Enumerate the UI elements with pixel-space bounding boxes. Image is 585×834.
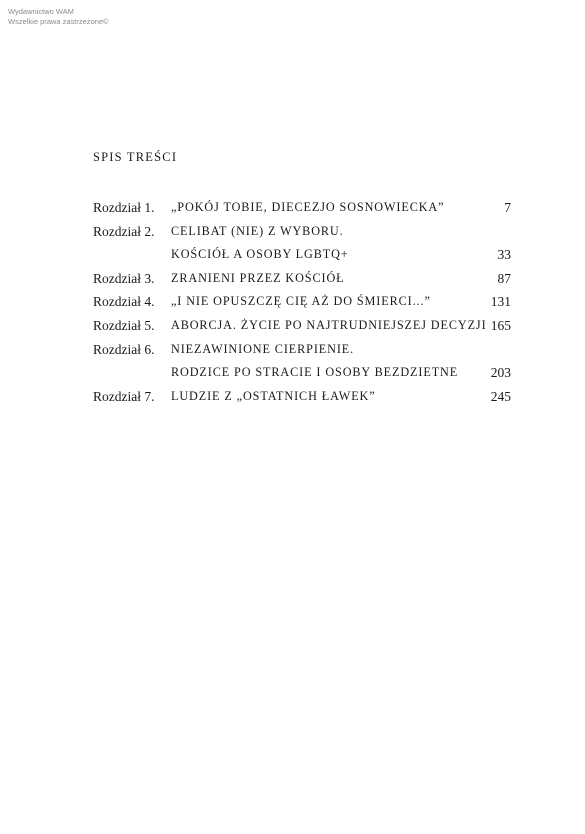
toc-row — [93, 243, 511, 267]
toc-chapter-title: „POKÓJ TOBIE, DIECEZJO SOSNOWIECKA” — [171, 200, 445, 214]
toc-page-number: 7 — [504, 200, 511, 215]
publisher-watermark — [8, 7, 109, 27]
toc-row — [93, 361, 511, 385]
publisher-name: Wydawnictwo WAM — [8, 7, 74, 16]
toc-heading: SPIS TREŚCI — [93, 150, 178, 164]
toc-page-number: 33 — [497, 247, 511, 263]
table-of-contents — [93, 196, 511, 408]
toc-chapter-title: RODZICE PO STRACIE I OSOBY BEZDZIETNE — [171, 365, 459, 380]
toc-row — [93, 385, 511, 409]
toc-chapter-number: Rozdział 5. — [93, 317, 155, 333]
toc-chapter-title: KOŚCIÓŁ A OSOBY LGBTQ+ — [171, 247, 349, 262]
toc-chapter-number: Rozdział 4. — [93, 294, 155, 310]
toc-chapter-number: Rozdział 6. — [93, 341, 155, 357]
toc-row — [93, 220, 511, 244]
toc-chapter-title: ZRANIENI PRZEZ KOŚCIÓŁ — [171, 270, 345, 285]
rights-notice: Wszelkie prawa zastrzeżone© — [8, 17, 109, 26]
toc-page-number: 203 — [490, 365, 511, 381]
toc-chapter-number: Rozdział 3. — [93, 270, 155, 286]
toc-chapter-title: CELIBAT (NIE) Z WYBORU. — [171, 223, 344, 238]
toc-chapter-title: NIEZAWINIONE CIERPIENIE. — [171, 341, 355, 356]
toc-row — [93, 314, 511, 338]
toc-row — [93, 196, 511, 220]
toc-row — [93, 338, 511, 362]
toc-row — [93, 290, 511, 314]
toc-page-number: 165 — [490, 317, 511, 333]
toc-chapter-title: „I NIE OPUSZCZĘ CIĘ AŻ DO ŚMIERCI...” — [171, 294, 431, 309]
toc-chapter-number: Rozdział 1. — [93, 200, 155, 215]
toc-chapter-number: Rozdział 7. — [93, 388, 155, 404]
toc-chapter-number: Rozdział 2. — [93, 223, 155, 239]
toc-page-number: 245 — [490, 388, 511, 404]
toc-page-number: 131 — [490, 294, 511, 310]
toc-row — [93, 267, 511, 291]
toc-chapter-title: LUDZIE Z „OSTATNICH ŁAWEK” — [171, 388, 376, 403]
toc-page-number: 87 — [497, 270, 511, 286]
toc-chapter-title: ABORCJA. ŻYCIE PO NAJTRUDNIEJSZEJ DECYZJI — [171, 317, 487, 332]
